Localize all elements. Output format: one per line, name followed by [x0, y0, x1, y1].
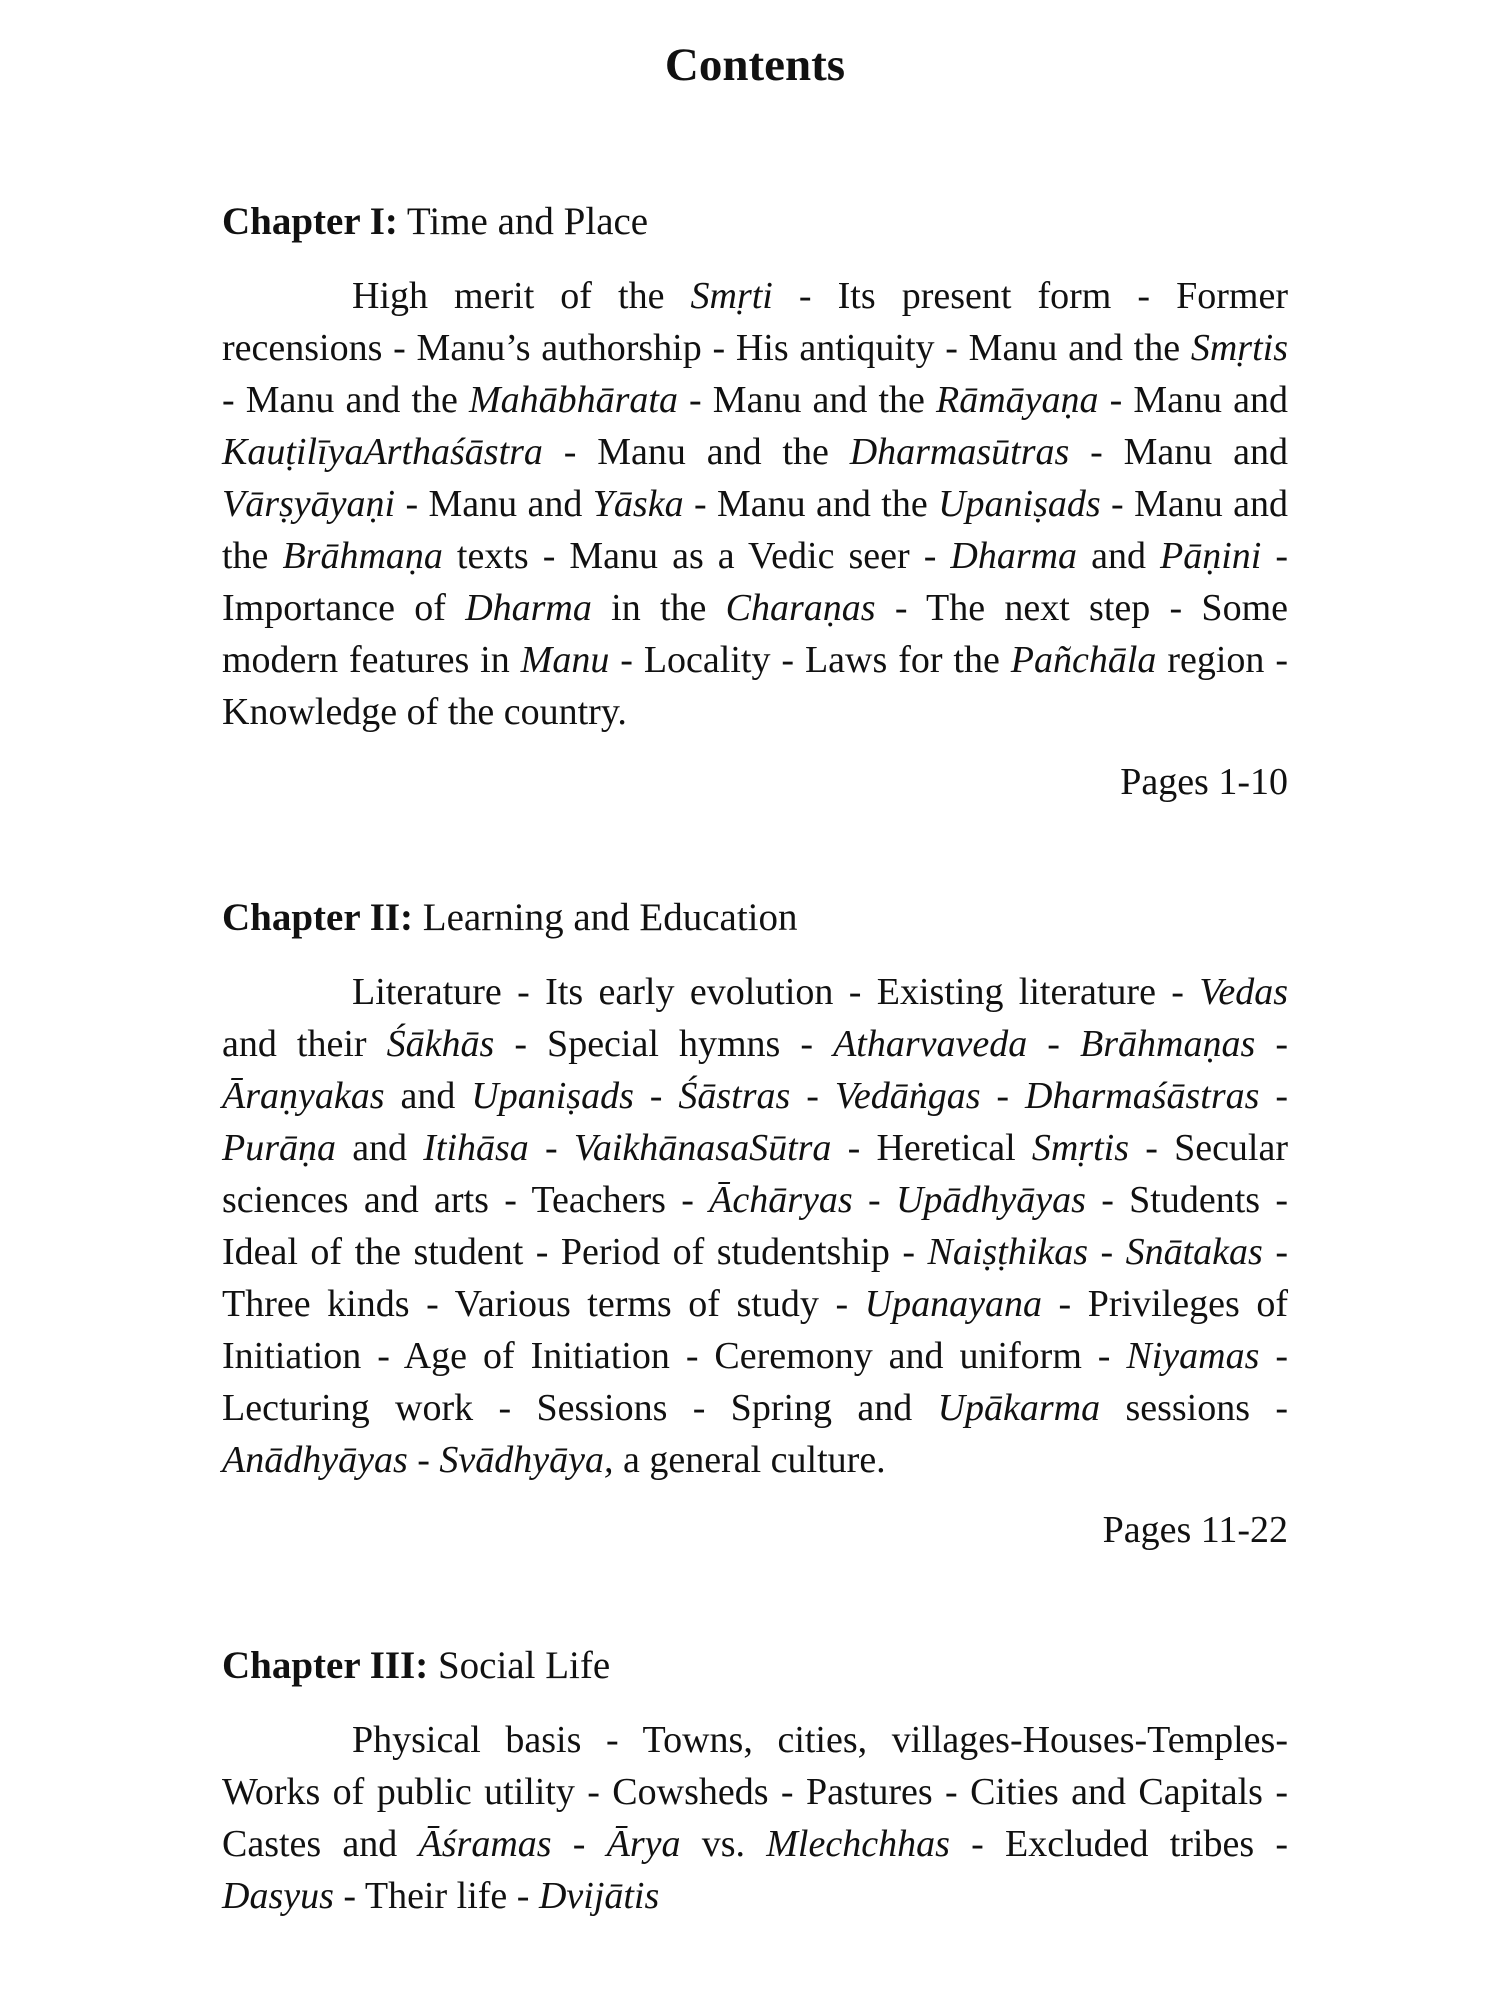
- italic-term: Śāstras: [678, 1075, 791, 1117]
- chapter-heading: [222, 892, 1288, 944]
- description-text: -: [407, 1439, 440, 1481]
- chapter-description: [222, 270, 1288, 738]
- italic-term: Smṛtis: [1031, 1127, 1130, 1169]
- chapter-description: [222, 966, 1288, 1486]
- italic-term: Vedāṅgas: [834, 1075, 981, 1117]
- description-text: - Their life -: [333, 1875, 539, 1917]
- description-text: - Its present form - Former recensions - Manu’s authorship - His antiquity - Manu and the: [222, 275, 1288, 369]
- italic-term: Āraṇyakas: [222, 1075, 385, 1117]
- description-text: and: [336, 1127, 424, 1169]
- italic-term: Pañchāla: [1010, 639, 1157, 681]
- italic-term: Naiṣṭhikas: [927, 1231, 1088, 1273]
- description-text: and their: [222, 1023, 387, 1065]
- description-text: High merit of the: [352, 275, 691, 317]
- italic-term: Brāhmaṇa: [282, 535, 443, 577]
- italic-term: Dharma: [465, 587, 592, 629]
- chapter-heading: [222, 196, 1288, 248]
- description-text: in the: [591, 587, 726, 629]
- description-text: - Privileges of Initiation - Age of Initiation - Ceremony and uniform -: [222, 1283, 1288, 1377]
- italic-term: Dharmasūtras: [849, 431, 1070, 473]
- chapter-title: Time and Place: [406, 200, 649, 243]
- italic-term: Smṛtis: [1190, 327, 1288, 369]
- chapter-entry: [222, 196, 1288, 808]
- chapter-pages: Pages 1-10: [1120, 761, 1288, 803]
- italic-term: Upākarma: [937, 1387, 1101, 1429]
- description-text: - Manu and the: [677, 379, 936, 421]
- italic-term: Charaṇas: [725, 587, 876, 629]
- italic-term: Manu: [520, 639, 610, 681]
- italic-term: Anādhyāyas: [222, 1439, 408, 1481]
- description-text: - Lecturing work - Sessions - Spring and: [222, 1335, 1288, 1429]
- description-text: - Manu and: [395, 483, 593, 525]
- description-text: sessions -: [1100, 1387, 1288, 1429]
- description-text: -: [980, 1075, 1026, 1117]
- description-text: - Manu and the: [222, 379, 469, 421]
- italic-term: Dharma: [950, 535, 1078, 577]
- italic-term: Mlechchhas: [766, 1823, 950, 1865]
- description-text: and: [1077, 535, 1160, 577]
- italic-term: Śākhās: [386, 1023, 495, 1065]
- description-text: - Manu and: [1098, 379, 1288, 421]
- description-text: and: [384, 1075, 472, 1117]
- description-text: -: [1259, 1075, 1289, 1117]
- chapter-title: Learning and Education: [422, 896, 798, 939]
- page-title: Contents: [664, 39, 846, 91]
- chapter-entry: [222, 1640, 1288, 1922]
- chapter-number: Chapter II:: [222, 896, 414, 939]
- description-text: -: [1255, 1023, 1288, 1065]
- description-text: - The next step - Some modern features in: [222, 587, 1288, 681]
- description-text: -: [790, 1075, 835, 1117]
- chapter-pages: Pages 11-22: [1102, 1509, 1288, 1551]
- description-text: - Importance of: [222, 535, 1288, 629]
- description-text: vs.: [680, 1823, 767, 1865]
- italic-term: Āchāryas: [709, 1179, 853, 1221]
- italic-term: Upanayana: [864, 1283, 1042, 1325]
- italic-term: Smṛti: [690, 275, 773, 317]
- italic-term: Upaniṣads: [938, 483, 1101, 525]
- italic-term: Āśramas: [418, 1823, 552, 1865]
- italic-term: Upaniṣads: [471, 1075, 634, 1117]
- description-text: - Manu and the: [222, 483, 1288, 577]
- description-text: - Manu and: [1069, 431, 1288, 473]
- description-text: - Three kinds - Various terms of study -: [222, 1231, 1288, 1325]
- italic-term: Vedas: [1199, 971, 1288, 1013]
- description-text: - Manu and the: [542, 431, 850, 473]
- description-text: - Manu and the: [683, 483, 939, 525]
- description-text: -: [1027, 1023, 1081, 1065]
- description-text: Literature - Its early evolution - Existing literature -: [352, 971, 1200, 1013]
- italic-term: Pāṇini: [1159, 535, 1262, 577]
- italic-term: Yāska: [592, 483, 684, 525]
- description-text: Physical basis - Towns, cities, villages-Houses-Temples-Works of public utility - Cowsheds - Pastures - Cities and Capitals - Castes and: [222, 1719, 1288, 1865]
- italic-term: Rāmāyaṇa: [936, 379, 1099, 421]
- italic-term: Svādhyāya,: [439, 1439, 614, 1481]
- chapter-title: Social Life: [437, 1644, 611, 1687]
- description-text: -: [528, 1127, 574, 1169]
- description-text: region - Knowledge of the country.: [222, 639, 1289, 733]
- chapter-entry: [222, 892, 1288, 1556]
- italic-term: Niyamas: [1126, 1335, 1260, 1377]
- description-text: a general culture.: [613, 1439, 886, 1481]
- chapter-description: [222, 1714, 1288, 1922]
- italic-term: Atharvaveda: [833, 1023, 1028, 1065]
- description-text: - Special hymns -: [494, 1023, 834, 1065]
- description-text: -: [1087, 1231, 1126, 1273]
- description-text: - Students - Ideal of the student - Period of studentship -: [222, 1179, 1289, 1273]
- italic-term: Dvijātis: [538, 1875, 660, 1917]
- italic-term: Mahābhārata: [468, 379, 678, 421]
- description-text: -: [852, 1179, 896, 1221]
- italic-term: Snātakas: [1125, 1231, 1263, 1273]
- description-text: - Secular sciences and arts - Teachers -: [222, 1127, 1289, 1221]
- description-text: - Locality - Laws for the: [609, 639, 1011, 681]
- description-text: - Heretical: [831, 1127, 1032, 1169]
- italic-term: Vārṣyāyaṇi: [222, 483, 396, 525]
- chapter-heading: [222, 1640, 1288, 1692]
- italic-term: Upādhyāyas: [895, 1179, 1086, 1221]
- italic-term: Dharmaśāstras: [1025, 1075, 1260, 1117]
- description-text: -: [551, 1823, 607, 1865]
- chapter-number: Chapter I:: [222, 200, 398, 243]
- italic-term: Itihāsa: [423, 1127, 529, 1169]
- italic-term: KauṭilīyaArthaśāstra: [222, 431, 543, 473]
- italic-term: Brāhmaṇas: [1080, 1023, 1256, 1065]
- description-text: - Excluded tribes -: [949, 1823, 1289, 1865]
- description-text: texts - Manu as a Vedic seer -: [442, 535, 951, 577]
- italic-term: Ārya: [606, 1823, 681, 1865]
- italic-term: VaikhānasaSūtra: [573, 1127, 832, 1169]
- italic-term: Dasyus: [222, 1875, 334, 1917]
- italic-term: Purāṇa: [222, 1127, 336, 1169]
- chapter-number: Chapter III:: [222, 1644, 429, 1687]
- description-text: -: [633, 1075, 679, 1117]
